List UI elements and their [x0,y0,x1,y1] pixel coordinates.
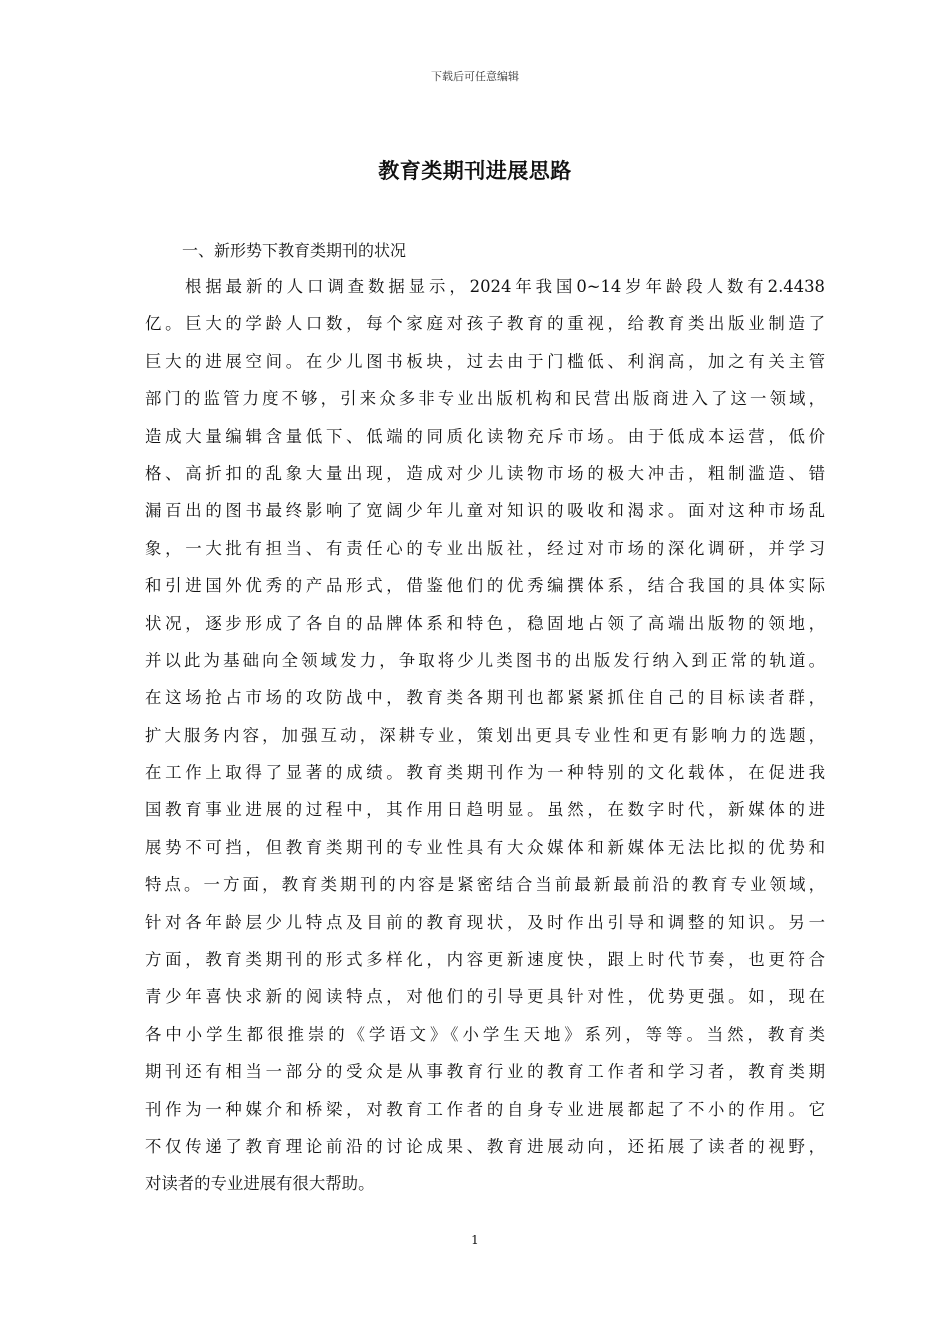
body-line: 各中小学生都很推崇的《学语文》《小学生天地》系列，等等。当然，教育类 [145,1024,825,1044]
body-line: 并以此为基础向全领域发力，争取将少儿类图书的出版发行纳入到正常的轨道。 [145,650,825,670]
body-line: 在这场抢占市场的攻防战中，教育类各期刊也都紧紧抓住自己的目标读者群， [145,688,825,708]
body-line: 格、高折扣的乱象大量出现，造成对少儿读物市场的极大冲击，粗制滥造、错 [145,463,825,483]
body-line: 根据最新的人口调查数据显示，2024年我国0~14岁年龄段人数有2.4438 [185,277,825,296]
body-line: 在工作上取得了显著的成绩。教育类期刊作为一种特别的文化载体，在促进我 [145,763,825,783]
body-line: 象，一大批有担当、有责任心的专业出版社，经过对市场的深化调研，并学习 [145,538,825,558]
body-line: 刊作为一种媒介和桥梁，对教育工作者的自身专业进展都起了不小的作用。它 [145,1099,825,1119]
document-title: 教育类期刊进展思路 [378,158,572,183]
body-line: 扩大服务内容，加强互动，深耕专业，策划出更具专业性和更有影响力的选题， [145,725,825,745]
body-line: 展势不可挡，但教育类期刊的专业性具有大众媒体和新媒体无法比拟的优势和 [145,837,825,857]
body-line: 漏百出的图书最终影响了宽阔少年儿童对知识的吸收和渴求。面对这种市场乱 [145,501,825,521]
page-header: 下载后可任意编辑 [431,70,519,83]
page-number: 1 [471,1233,479,1247]
body-line: 巨大的进展空间。在少儿图书板块，过去由于门槛低、利润高，加之有关主管 [145,351,825,371]
body-line: 不仅传递了教育理论前沿的讨论成果、教育进展动向，还拓展了读者的视野， [145,1136,825,1156]
body-line: 特点。一方面，教育类期刊的内容是紧密结合当前最新最前沿的教育专业领域， [145,875,825,895]
body-line: 亿。巨大的学龄人口数，每个家庭对孩子教育的重视，给教育类出版业制造了 [145,314,825,334]
body-line: 国教育事业进展的过程中，其作用日趋明显。虽然，在数字时代，新媒体的进 [145,800,825,820]
body-line: 方面，教育类期刊的形式多样化，内容更新速度快，跟上时代节奏，也更符合 [145,950,825,970]
body-line: 针对各年龄层少儿特点及目前的教育现状，及时作出引导和调整的知识。另一 [145,912,825,932]
body-line: 造成大量编辑含量低下、低端的同质化读物充斥市场。由于低成本运营，低价 [145,426,825,446]
section-heading: 一、新形势下教育类期刊的状况 [182,241,407,260]
body-line: 和引进国外优秀的产品形式，借鉴他们的优秀编撰体系，结合我国的具体实际 [145,576,825,596]
body-line: 部门的监管力度不够，引来众多非专业出版机构和民营出版商进入了这一领域， [145,389,825,409]
body-line: 期刊还有相当一部分的受众是从事教育行业的教育工作者和学习者，教育类期 [145,1062,825,1082]
body-line: 青少年喜快求新的阅读特点，对他们的引导更具针对性，优势更强。如，现在 [145,987,825,1007]
body-line: 对读者的专业进展有很大帮助。 [145,1174,375,1194]
body-line: 状况，逐步形成了各自的品牌体系和特色，稳固地占领了高端出版物的领地， [145,613,825,633]
body-paragraph [145,272,825,1207]
